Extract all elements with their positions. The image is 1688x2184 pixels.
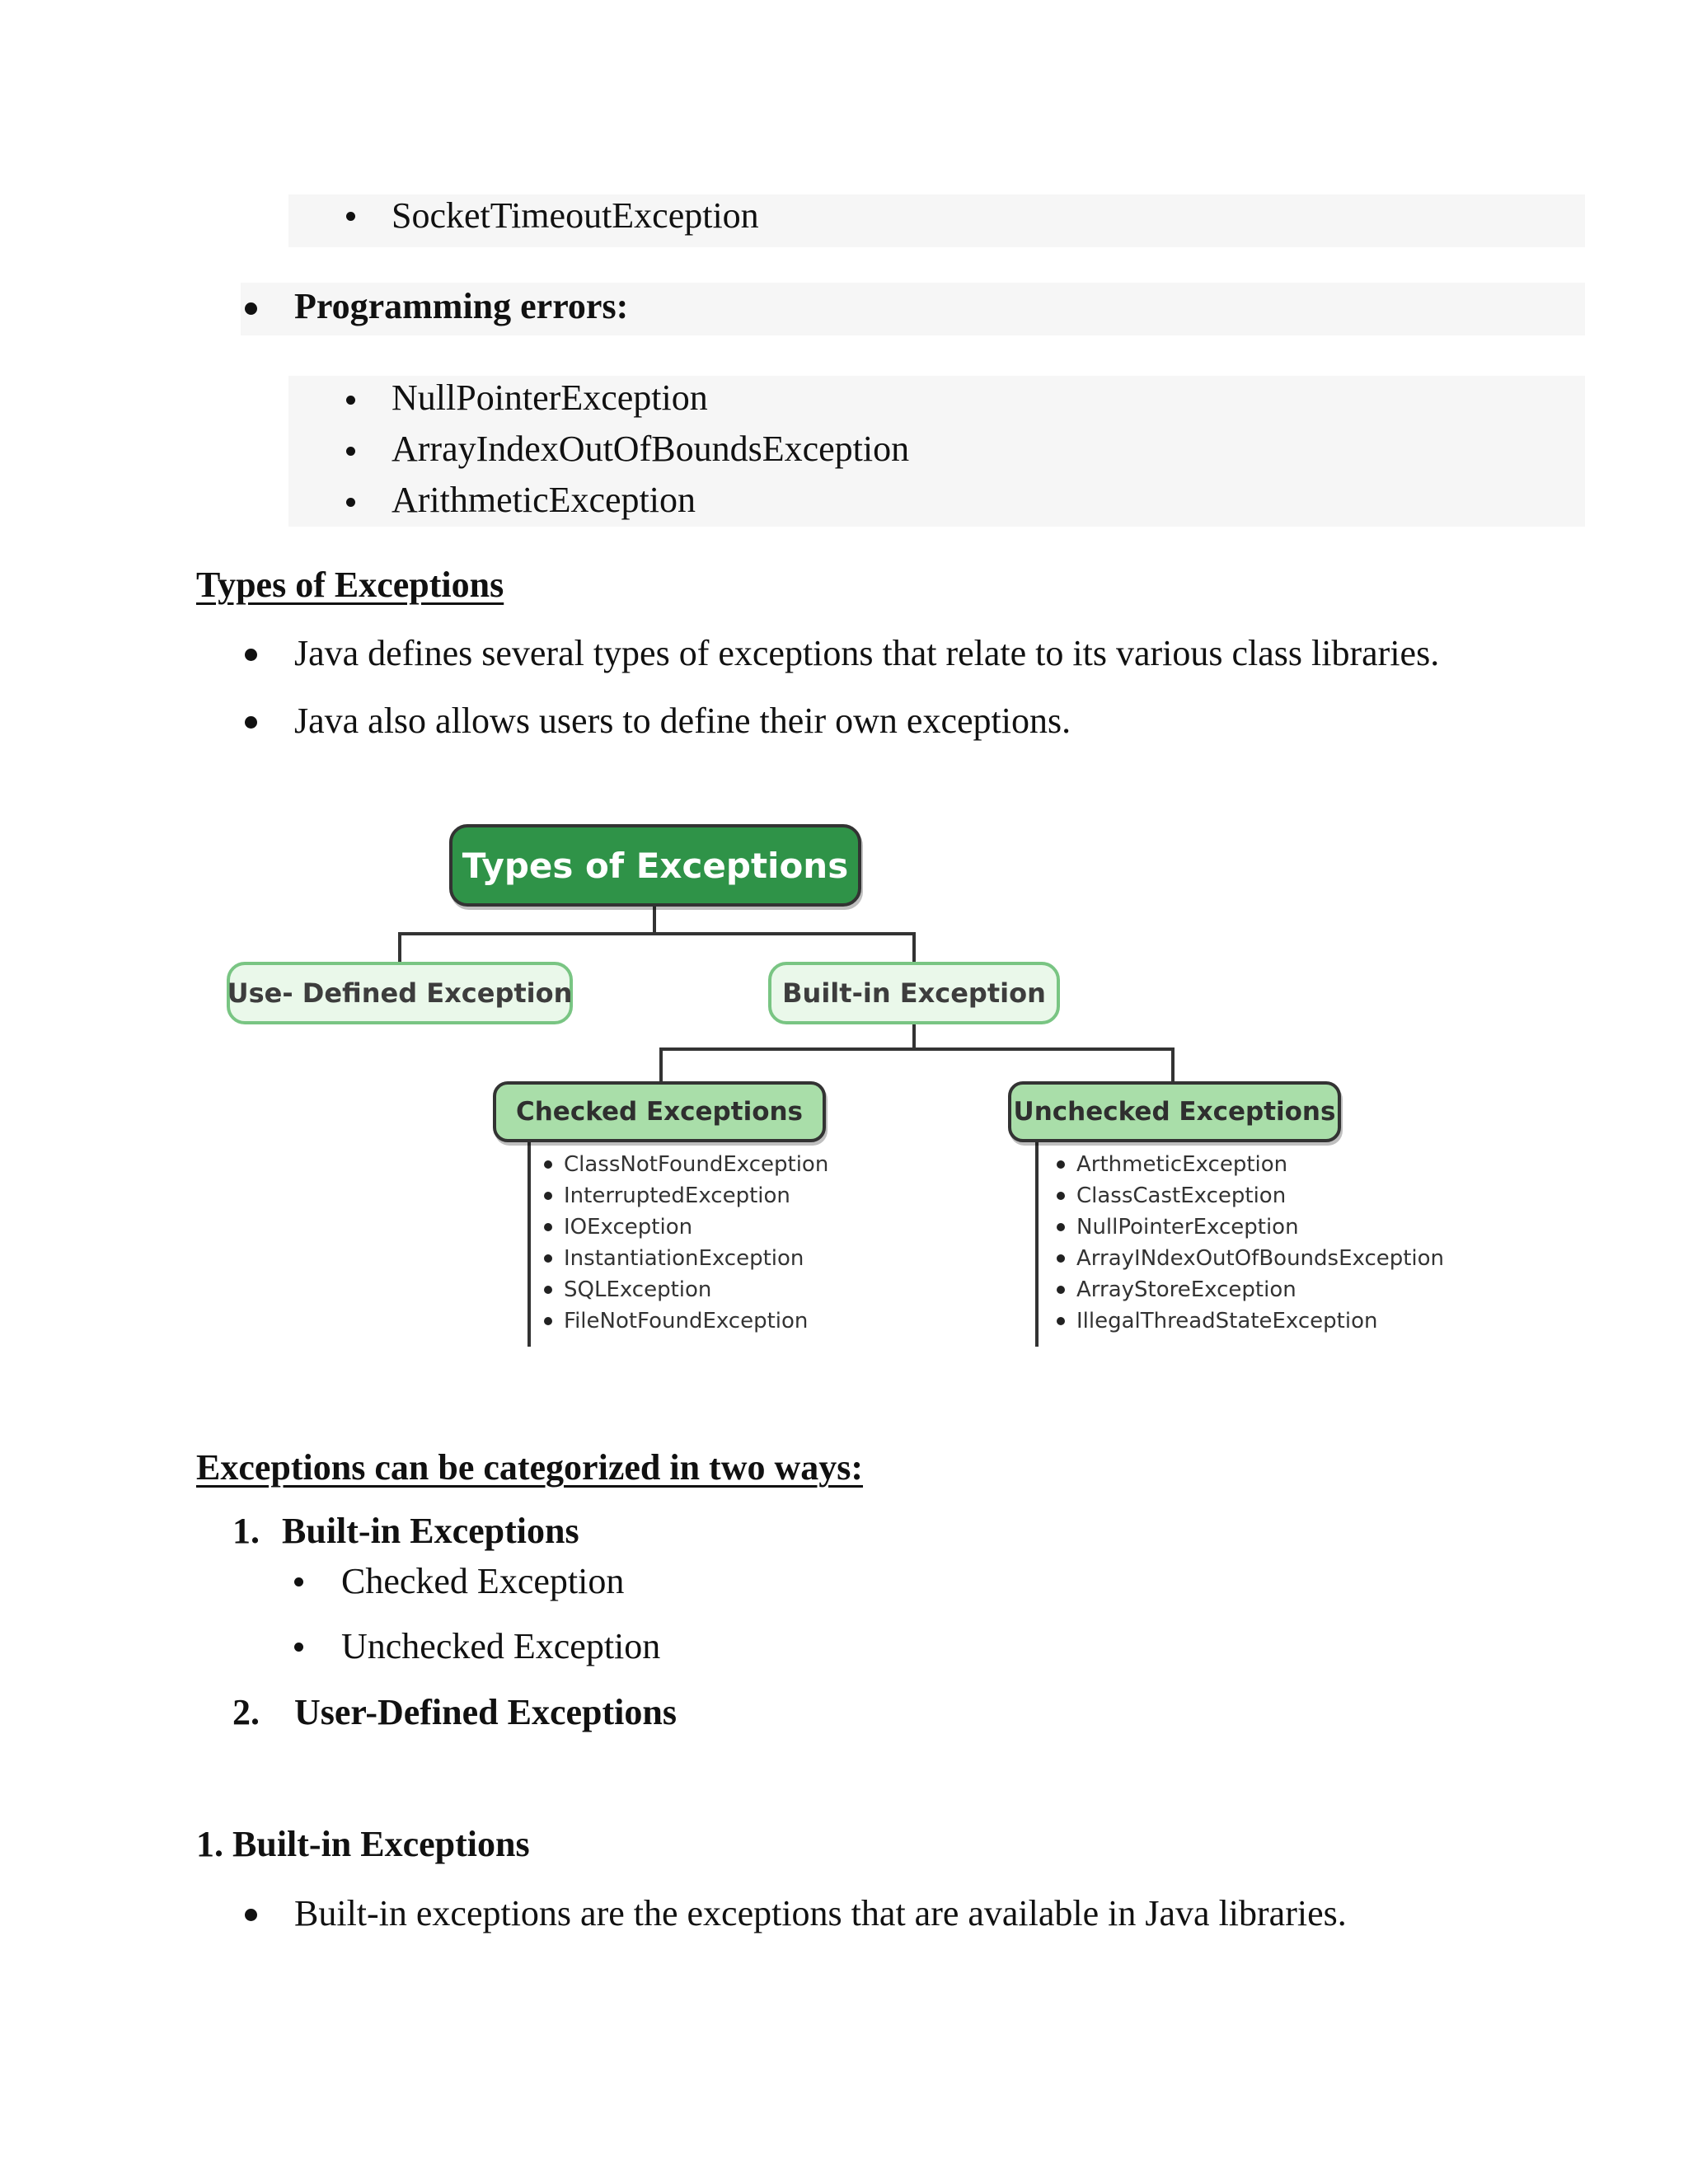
bullet (544, 1254, 552, 1263)
programming-errors-heading: Programming errors: (294, 286, 629, 326)
paragraph-bullet: Java also allows users to define their own exceptions. (294, 701, 1071, 741)
unchecked-exception-item: IllegalThreadStateException (1076, 1309, 1378, 1333)
bullet (1057, 1192, 1065, 1200)
types-heading: Types of Exceptions (196, 565, 504, 605)
bullet (544, 1286, 552, 1294)
bullet (346, 212, 355, 221)
checked-exceptions-node: Checked Exceptions (493, 1081, 826, 1142)
bullet (1057, 1223, 1065, 1231)
checked-exception-item: FileNotFoundException (564, 1309, 809, 1333)
categorize-heading: Exceptions can be categorized in two ways: (196, 1447, 864, 1488)
bullet (245, 302, 257, 315)
unchecked-exception-item: ArrayINdexOutOfBoundsException (1076, 1246, 1445, 1271)
ordered-list-number: 2. (232, 1692, 260, 1732)
bullet (544, 1160, 552, 1169)
bullet (544, 1317, 552, 1325)
checked-exception-item: ClassNotFoundException (564, 1152, 829, 1177)
checked-exception-item: SQLException (564, 1277, 712, 1302)
connector (653, 905, 656, 935)
connector (659, 1047, 1175, 1051)
bullet (245, 716, 257, 729)
bullet (1057, 1286, 1065, 1294)
unchecked-exception-item: ArrayStoreException (1076, 1277, 1296, 1302)
ordered-list-number: 1. (232, 1511, 260, 1551)
list-connector (1035, 1141, 1039, 1347)
connector (912, 1022, 916, 1050)
list-connector (528, 1141, 531, 1347)
bullet (294, 1577, 303, 1586)
sub-list-item: Unchecked Exception (341, 1626, 661, 1666)
built-in-exception-node: Built-in Exception (768, 962, 1060, 1024)
connector (1171, 1047, 1175, 1084)
connector (912, 932, 916, 963)
unchecked-exception-item: NullPointerException (1076, 1215, 1299, 1240)
connector (398, 932, 401, 963)
list-item: ArrayIndexOutOfBoundsException (392, 429, 910, 469)
list-item: NullPointerException (392, 377, 708, 418)
list-item: SocketTimeoutException (392, 195, 759, 236)
bullet (544, 1192, 552, 1200)
connector (398, 932, 916, 935)
unchecked-exception-item: ArthmeticException (1076, 1152, 1288, 1177)
bullet (294, 1643, 303, 1652)
bullet (245, 1909, 257, 1921)
bullet (346, 498, 355, 507)
user-defined-exception-node: Use- Defined Exception (227, 962, 573, 1024)
checked-exception-item: InstantiationException (564, 1246, 804, 1271)
user-defined-exceptions-label: User-Defined Exceptions (294, 1692, 677, 1732)
built-in-exceptions-heading: 1. Built-in Exceptions (196, 1824, 530, 1864)
unchecked-exceptions-node: Unchecked Exceptions (1008, 1081, 1341, 1142)
built-in-exceptions-label: Built-in Exceptions (282, 1511, 579, 1551)
bullet (1057, 1254, 1065, 1263)
bullet (346, 447, 355, 456)
bullet (1057, 1317, 1065, 1325)
list-item: ArithmeticException (392, 480, 696, 520)
bullet (1057, 1160, 1065, 1169)
bullet (346, 396, 355, 405)
checked-exception-item: InterruptedException (564, 1183, 790, 1208)
bullet (544, 1223, 552, 1231)
types-of-exceptions-node: Types of Exceptions (449, 824, 861, 907)
unchecked-exception-item: ClassCastException (1076, 1183, 1287, 1208)
connector (659, 1047, 663, 1084)
bullet (245, 649, 257, 661)
paragraph-bullet: Built-in exceptions are the exceptions that are available in Java libraries. (294, 1893, 1347, 1933)
checked-exception-item: IOException (564, 1215, 693, 1240)
paragraph-bullet: Java defines several types of exceptions that relate to its various class libraries. (294, 633, 1440, 673)
sub-list-item: Checked Exception (341, 1561, 625, 1601)
